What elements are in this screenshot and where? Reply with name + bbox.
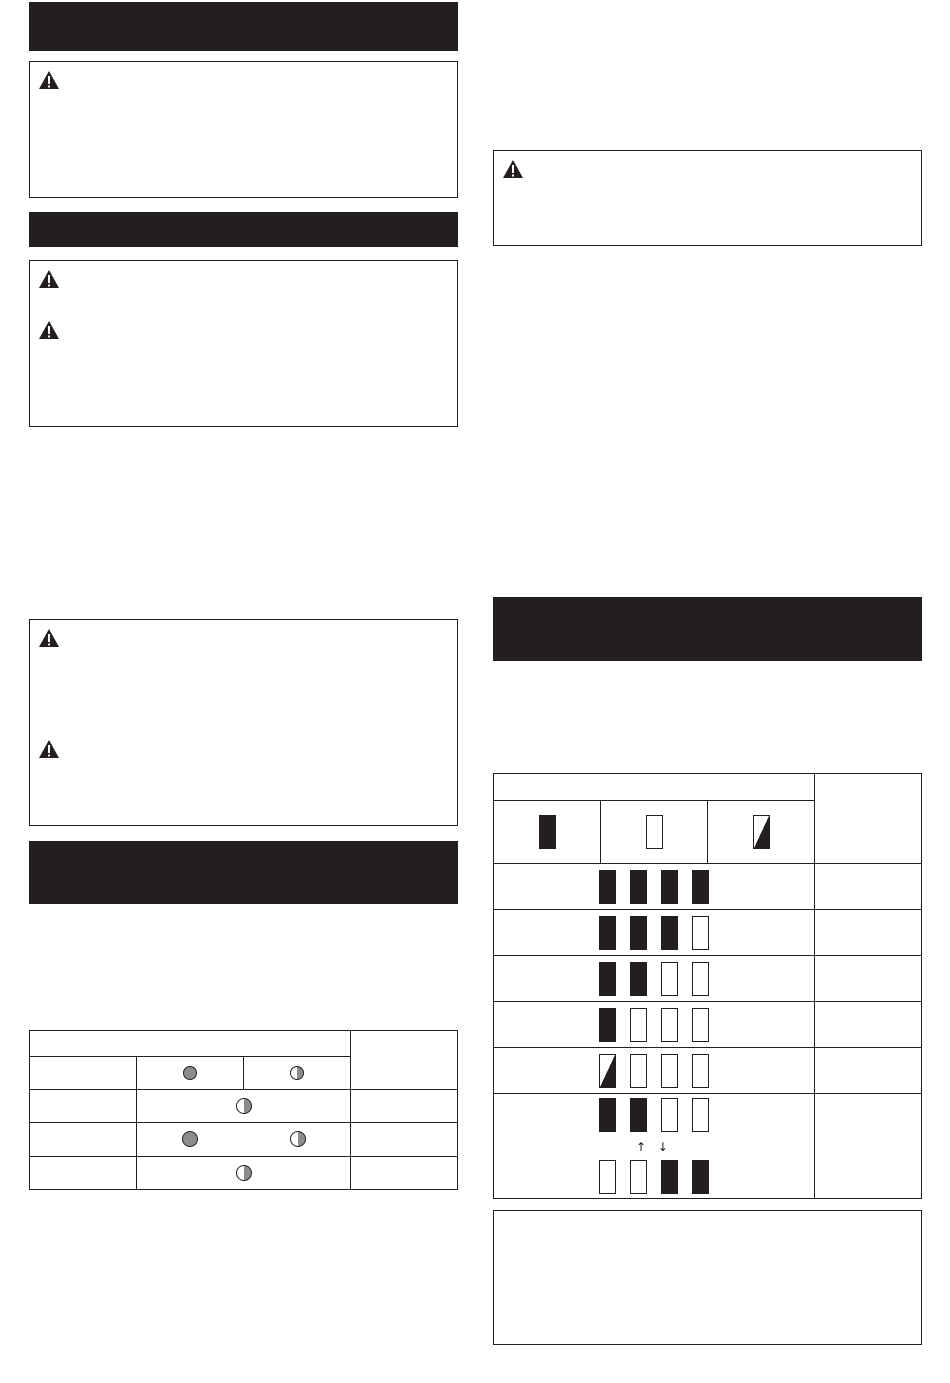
table-cell	[815, 1048, 922, 1094]
table-header-cell	[494, 774, 815, 801]
segment-blinking-icon	[753, 815, 770, 849]
segment-lit-icon	[661, 870, 678, 904]
table-header-cell	[30, 1031, 351, 1057]
segment-off-icon	[630, 1008, 647, 1042]
segment-lit-icon	[630, 870, 647, 904]
indicator-cell	[494, 1002, 815, 1048]
charge-indicator-table	[29, 1030, 458, 1190]
section-heading-bar	[29, 2, 458, 51]
indicator-cell	[494, 910, 815, 956]
segment-off-icon	[630, 1160, 647, 1194]
warning-triangle-icon	[38, 628, 60, 648]
table-row	[494, 1002, 922, 1048]
segment-off-icon	[692, 916, 709, 950]
warning-box	[29, 619, 458, 826]
segment-lit-icon	[661, 1160, 678, 1194]
legend-cell-lit	[494, 801, 601, 864]
table-row	[30, 1090, 458, 1123]
warning-triangle-icon	[38, 70, 60, 90]
table-cell	[351, 1157, 458, 1190]
legend-cell-blinking	[244, 1057, 351, 1090]
table-row	[494, 1048, 922, 1094]
segment-lit-icon	[539, 815, 556, 849]
warning-box	[29, 61, 458, 198]
warning-triangle-icon	[38, 320, 60, 340]
led-blinking-icon	[290, 1066, 304, 1080]
segment-off-icon	[661, 962, 678, 996]
table-cell	[815, 956, 922, 1002]
warning-box	[29, 260, 458, 427]
segment-lit-icon	[599, 916, 616, 950]
table-header-cell	[815, 774, 922, 864]
indicator-cell	[494, 1094, 815, 1199]
segment-lit-icon	[630, 1098, 647, 1132]
segment-lit-icon	[630, 962, 647, 996]
legend-cell-blinking	[708, 801, 815, 864]
segment-blinking-icon	[599, 1054, 616, 1088]
table-row	[30, 1123, 458, 1157]
table-cell	[30, 1090, 137, 1123]
segment-off-icon	[661, 1054, 678, 1088]
indicator-cell	[494, 864, 815, 910]
segment-off-icon	[661, 1008, 678, 1042]
table-row	[30, 1157, 458, 1190]
led-lit-icon	[183, 1066, 197, 1080]
alternating-arrows-icon: ↑ ↓	[636, 1140, 672, 1154]
table-row	[494, 1094, 922, 1199]
table-row	[494, 864, 922, 910]
led-blinking-icon	[290, 1131, 306, 1147]
table-row	[494, 910, 922, 956]
segment-lit-icon	[692, 1160, 709, 1194]
table-cell	[815, 910, 922, 956]
indicator-cell	[494, 956, 815, 1002]
segment-lit-icon	[599, 962, 616, 996]
section-heading-bar	[29, 212, 458, 247]
segment-off-icon	[646, 815, 663, 849]
battery-capacity-table	[493, 773, 922, 1199]
note-box	[493, 1210, 922, 1345]
table-cell	[815, 1002, 922, 1048]
segment-off-icon	[692, 1008, 709, 1042]
section-heading-bar	[29, 841, 458, 904]
warning-box	[493, 150, 922, 246]
led-blinking-icon	[236, 1165, 252, 1181]
table-row	[494, 956, 922, 1002]
segment-lit-icon	[599, 870, 616, 904]
segment-lit-icon	[599, 1008, 616, 1042]
indicator-cell	[494, 1048, 815, 1094]
table-cell	[30, 1157, 137, 1190]
segment-lit-icon	[692, 870, 709, 904]
table-cell	[30, 1123, 137, 1157]
segment-lit-icon	[661, 916, 678, 950]
led-blinking-icon	[236, 1098, 252, 1114]
indicator-cell	[137, 1157, 351, 1190]
legend-cell-off	[601, 801, 708, 864]
table-cell	[351, 1123, 458, 1157]
warning-triangle-icon	[502, 159, 524, 179]
warning-triangle-icon	[38, 269, 60, 289]
segment-off-icon	[692, 1054, 709, 1088]
segment-off-icon	[630, 1054, 647, 1088]
segment-lit-icon	[599, 1098, 616, 1132]
segment-lit-icon	[630, 916, 647, 950]
table-cell	[815, 1094, 922, 1199]
table-cell	[815, 864, 922, 910]
legend-cell-lit	[137, 1057, 244, 1090]
table-header-cell	[30, 1057, 137, 1090]
section-heading-bar	[493, 597, 922, 661]
warning-triangle-icon	[38, 739, 60, 759]
segment-off-icon	[599, 1160, 616, 1194]
led-lit-icon	[182, 1131, 198, 1147]
segment-off-icon	[692, 962, 709, 996]
indicator-cell	[137, 1090, 351, 1123]
table-cell	[351, 1090, 458, 1123]
segment-off-icon	[661, 1098, 678, 1132]
indicator-cell	[137, 1123, 351, 1157]
table-header-cell	[351, 1031, 458, 1090]
segment-off-icon	[692, 1098, 709, 1132]
